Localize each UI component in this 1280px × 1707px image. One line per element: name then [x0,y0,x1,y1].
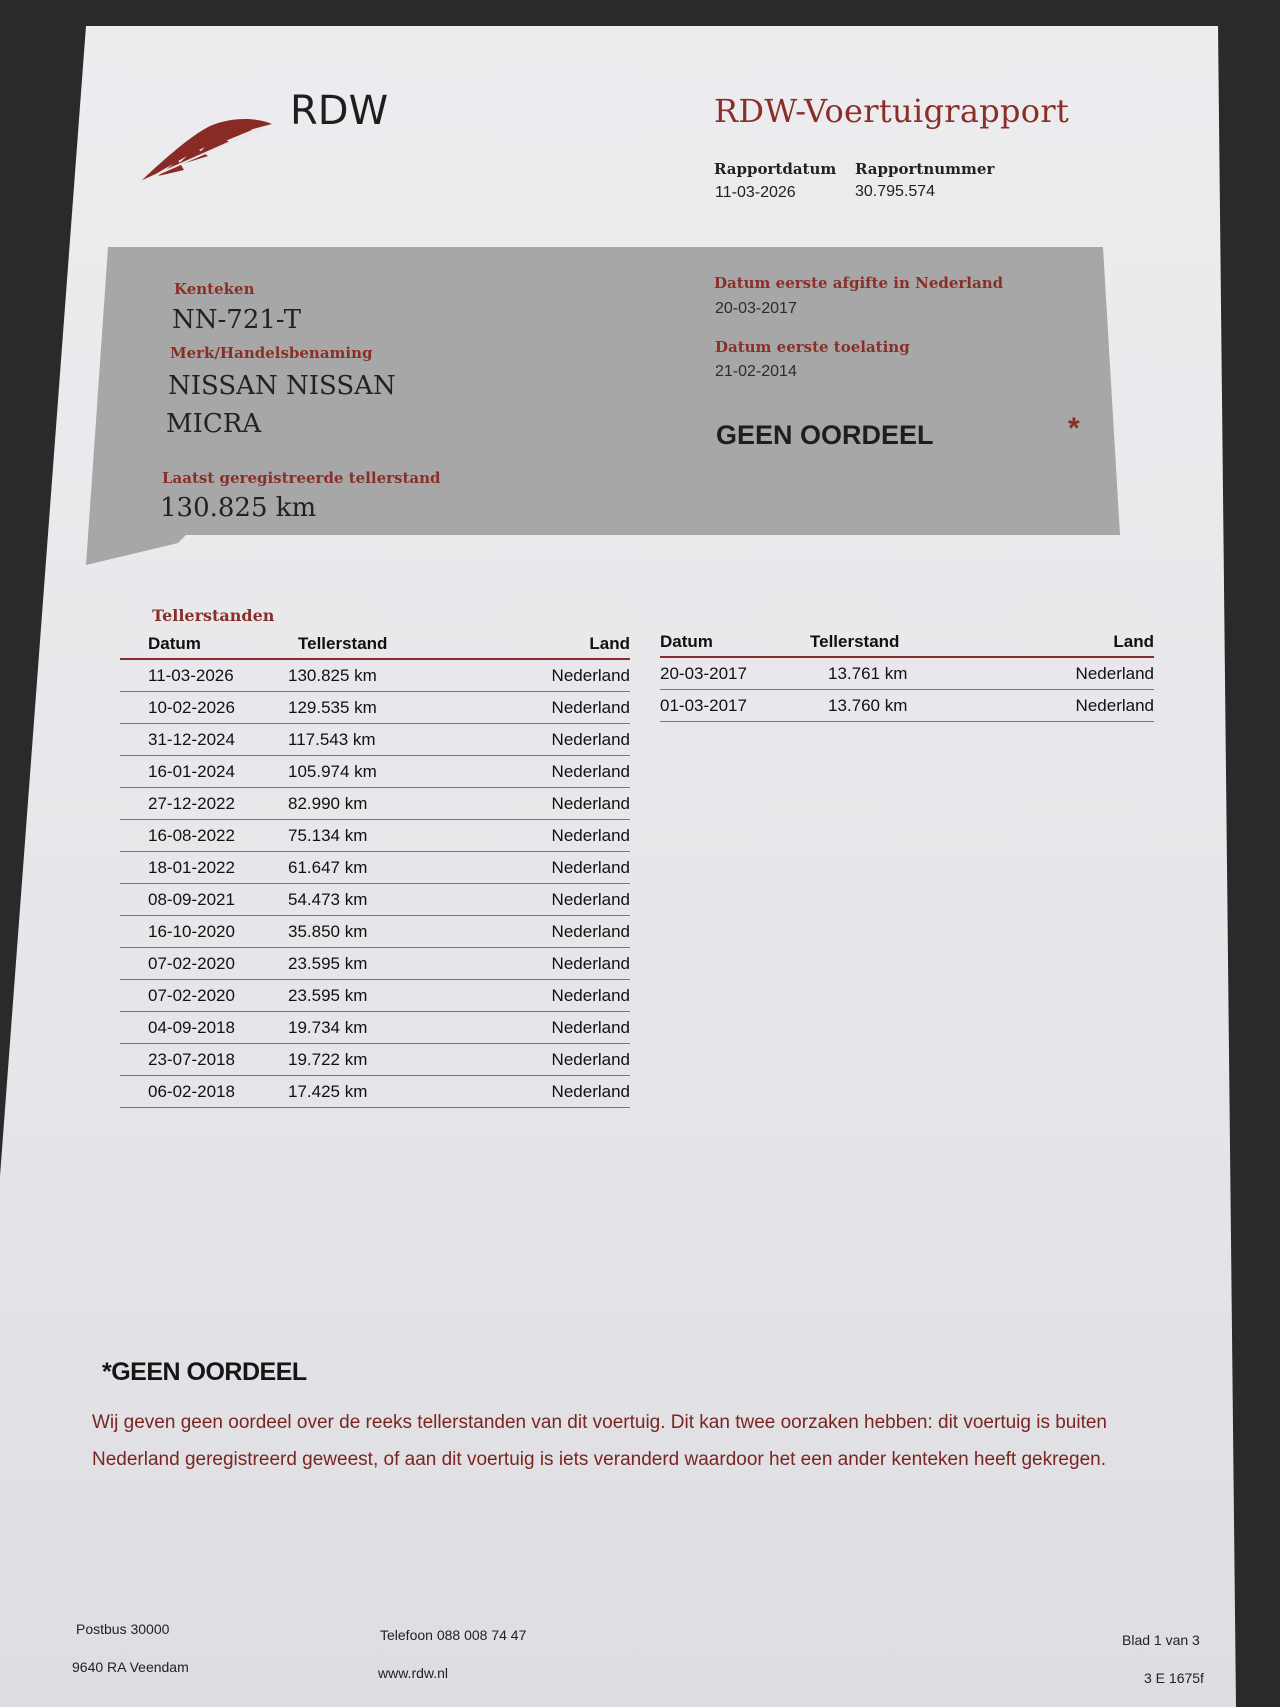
reading-country: Nederland [450,916,630,948]
reading-date: 16-08-2022 [120,820,270,852]
plate-value: NN-721-T [172,305,302,335]
reading-country: Nederland [450,788,630,820]
reading-country: Nederland [450,659,630,692]
table-row [120,692,630,724]
reading-km: 13.760 km [810,690,990,722]
readings-left-body [120,659,630,1108]
verdict-asterisk: * [1068,412,1080,445]
table-row [120,916,630,948]
reading-date: 16-01-2024 [120,756,270,788]
plate-label: Kenteken [174,280,255,298]
report-number-value: 30.795.574 [855,183,936,200]
report-date-label: Rapportdatum [714,160,837,178]
reading-date: 16-10-2020 [120,916,270,948]
table-row [120,980,630,1012]
reading-country: Nederland [450,980,630,1012]
table-row [120,820,630,852]
table-row [660,690,1154,722]
odometer-label: Laatst geregistreerde tellerstand [162,469,441,487]
reading-date: 08-09-2021 [120,884,270,916]
reading-date: 20-03-2017 [660,657,810,690]
readings-title: Tellerstanden [152,606,275,625]
table-row [120,852,630,884]
note-title-text: GEEN OORDEEL [111,1358,307,1386]
report-date-value: 11-03-2026 [715,184,796,201]
table-header-row [120,632,630,659]
reading-km: 75.134 km [270,820,450,852]
reading-country: Nederland [450,756,630,788]
footer-address-1: Postbus 30000 [76,1621,170,1637]
reading-km: 61.647 km [270,852,450,884]
footer-website: www.rdw.nl [378,1665,449,1681]
note-asterisk: * [102,1358,112,1386]
first-admission-value: 21-02-2014 [715,363,797,380]
footer-code: 3 E 1675f [1144,1670,1204,1686]
reading-km: 23.595 km [270,980,450,1012]
column-header-country: Land [990,630,1154,657]
rdw-feather-logo-icon [138,112,274,188]
table-row [660,657,1154,690]
reading-date: 01-03-2017 [660,690,810,722]
footer-phone: Telefoon 088 008 74 47 [380,1627,527,1643]
column-header-reading: Tellerstand [270,632,450,659]
note-body: Wij geven geen oordeel over de reeks tellerstanden van dit voertuig. Dit kan twee oorzaken hebben: dit voertuig is buiten Nederland geregistreerd geweest, of aan dit voertuig is iets veranderd waardoor het een ander kenteken heeft gekregen. [92,1412,1107,1470]
table-row [120,1044,630,1076]
first-issue-value: 20-03-2017 [715,300,797,317]
reading-date: 11-03-2026 [120,659,270,692]
reading-country: Nederland [990,690,1154,722]
table-row [120,1012,630,1044]
make-line-2: MICRA [166,409,262,439]
reading-country: Nederland [450,948,630,980]
reading-km: 82.990 km [270,788,450,820]
reading-date: 07-02-2020 [120,980,270,1012]
reading-date: 18-01-2022 [120,852,270,884]
column-header-date: Datum [660,630,810,657]
reading-country: Nederland [450,884,630,916]
reading-date: 07-02-2020 [120,948,270,980]
reading-date: 10-02-2026 [120,692,270,724]
table-row [120,788,630,820]
table-row [120,659,630,692]
table-header-row [660,630,1154,657]
reading-date: 23-07-2018 [120,1044,270,1076]
report-title: RDW-Voertuigrapport [714,92,1070,130]
reading-date: 27-12-2022 [120,788,270,820]
reading-km: 130.825 km [270,659,450,692]
column-header-reading: Tellerstand [810,630,990,657]
column-header-country: Land [450,632,630,659]
note-title [102,1358,307,1387]
reading-km: 54.473 km [270,884,450,916]
reading-km: 129.535 km [270,692,450,724]
reading-km: 19.734 km [270,1012,450,1044]
reading-date: 31-12-2024 [120,724,270,756]
table-row [120,884,630,916]
readings-table-right [660,630,1154,722]
reading-country: Nederland [450,820,630,852]
footer-page-number: Blad 1 van 3 [1122,1632,1200,1648]
make-label: Merk/Handelsbenaming [170,344,373,362]
reading-km: 105.974 km [270,756,450,788]
make-line-1: NISSAN NISSAN [168,371,396,401]
first-admission-label: Datum eerste toelating [715,338,910,356]
reading-km: 19.722 km [270,1044,450,1076]
readings-right-body [660,657,1154,722]
reading-country: Nederland [450,1076,630,1108]
reading-country: Nederland [450,1012,630,1044]
table-row [120,756,630,788]
reading-km: 13.761 km [810,657,990,690]
odometer-value: 130.825 km [160,493,317,523]
reading-date: 04-09-2018 [120,1012,270,1044]
table-row [120,948,630,980]
verdict: GEEN OORDEEL [716,420,934,450]
first-issue-label: Datum eerste afgifte in Nederland [714,274,1004,292]
footer-address-2: 9640 RA Veendam [72,1659,189,1675]
reading-km: 17.425 km [270,1076,450,1108]
logo-text: RDW [290,88,389,134]
report-number-label: Rapportnummer [855,160,995,178]
reading-country: Nederland [450,692,630,724]
reading-km: 35.850 km [270,916,450,948]
reading-country: Nederland [990,657,1154,690]
reading-country: Nederland [450,724,630,756]
column-header-date: Datum [120,632,270,659]
reading-country: Nederland [450,1044,630,1076]
readings-table-left [120,632,630,1108]
table-row [120,1076,630,1108]
reading-km: 23.595 km [270,948,450,980]
reading-country: Nederland [450,852,630,884]
reading-km: 117.543 km [270,724,450,756]
reading-date: 06-02-2018 [120,1076,270,1108]
table-row [120,724,630,756]
